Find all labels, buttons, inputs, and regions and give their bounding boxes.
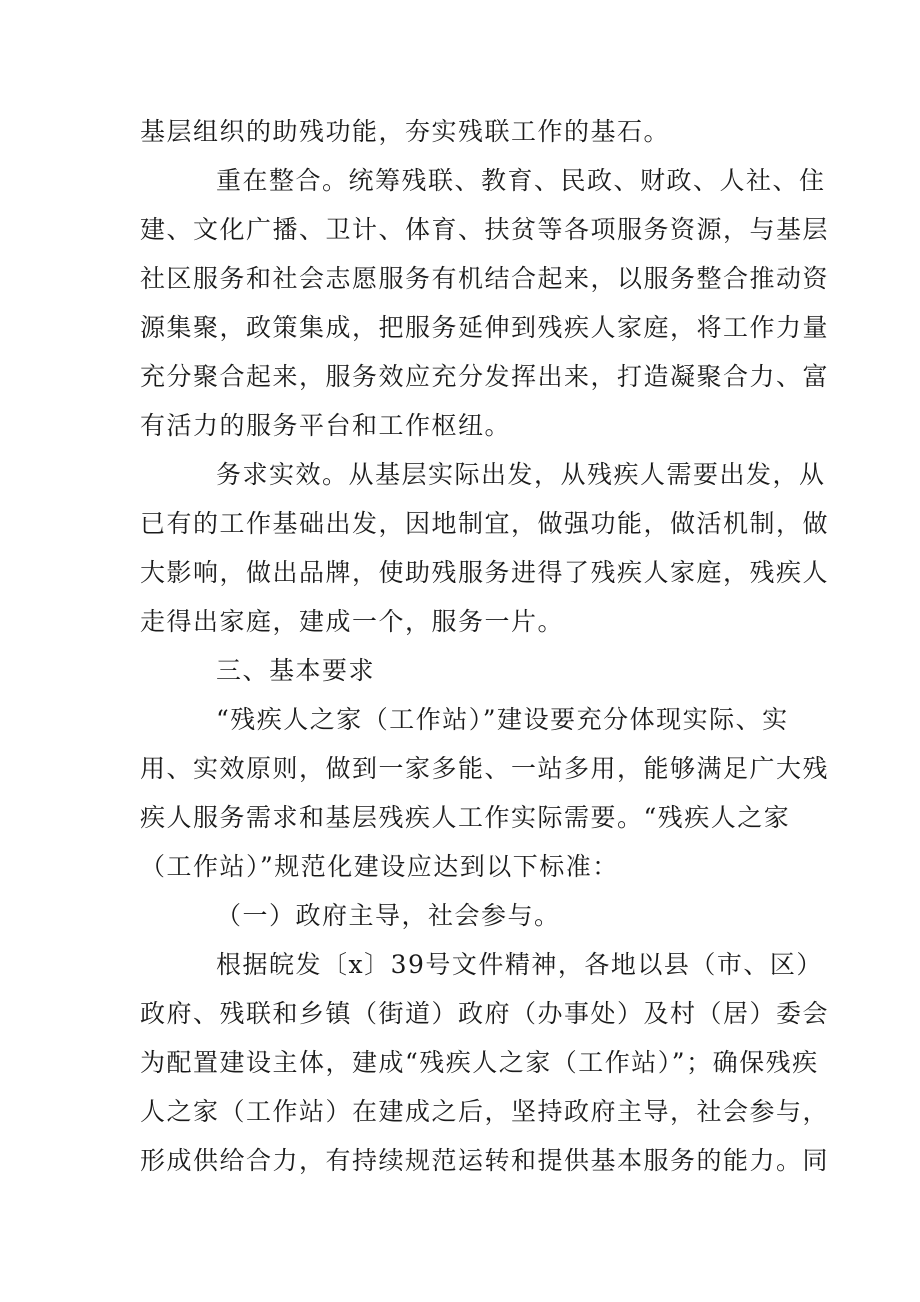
text-line: 有活力的服务平台和工作枢纽。 [140, 411, 512, 440]
text-line: 务求实效。从基层实际出发，从残疾人需要出发，从 [216, 460, 826, 489]
text-line: “残疾人之家（工作站）”建设要充分体现实际、实 [216, 705, 789, 734]
text-line: 重在整合。统筹残联、教育、民政、财政、人社、住 [216, 166, 826, 195]
text-line: 源集聚，政策集成，把服务延伸到残疾人家庭，将工作力量 [140, 313, 830, 342]
text-line: 已有的工作基础出发，因地制宜，做强功能，做活机制，做 [140, 509, 830, 538]
text-line: 用、实效原则，做到一家多能、一站多用，能够满足广大残 [140, 754, 830, 783]
text-line: 充分聚合起来，服务效应充分发挥出来，打造凝聚合力、富 [140, 362, 830, 391]
text-line: 政府、残联和乡镇（街道）政府（办事处）及村（居）委会 [140, 999, 830, 1028]
text-line: 疾人服务需求和基层残疾人工作实际需要。“残疾人之家 [140, 803, 791, 832]
text-line: 大影响，做出品牌，使助残服务进得了残疾人家庭，残疾人 [140, 558, 830, 587]
document-body [140, 107, 830, 1185]
text-line: 形成供给合力，有持续规范运转和提供基本服务的能力。同 [140, 1146, 830, 1175]
text-line: 根据皖发〔x〕39号文件精神，各地以县（市、区） [216, 950, 823, 979]
text-line: （工作站）”规范化建设应达到以下标准： [140, 852, 619, 881]
text-line: 为配置建设主体，建成“残疾人之家（工作站）”；确保残疾 [140, 1048, 819, 1077]
text-line: 基层组织的助残功能，夯实残联工作的基石。 [140, 117, 671, 146]
text-line: 社区服务和社会志愿服务有机结合起来，以服务整合推动资 [140, 264, 830, 293]
text-line: 人之家（工作站）在建成之后，坚持政府主导，社会参与， [140, 1097, 830, 1126]
subsection-heading: （一）政府主导，社会参与。 [216, 901, 561, 930]
section-heading: 三、基本要求 [216, 656, 376, 685]
text-line: 走得出家庭，建成一个，服务一片。 [140, 607, 565, 636]
text-line: 建、文化广播、卫计、体育、扶贫等各项服务资源，与基层 [140, 215, 830, 244]
